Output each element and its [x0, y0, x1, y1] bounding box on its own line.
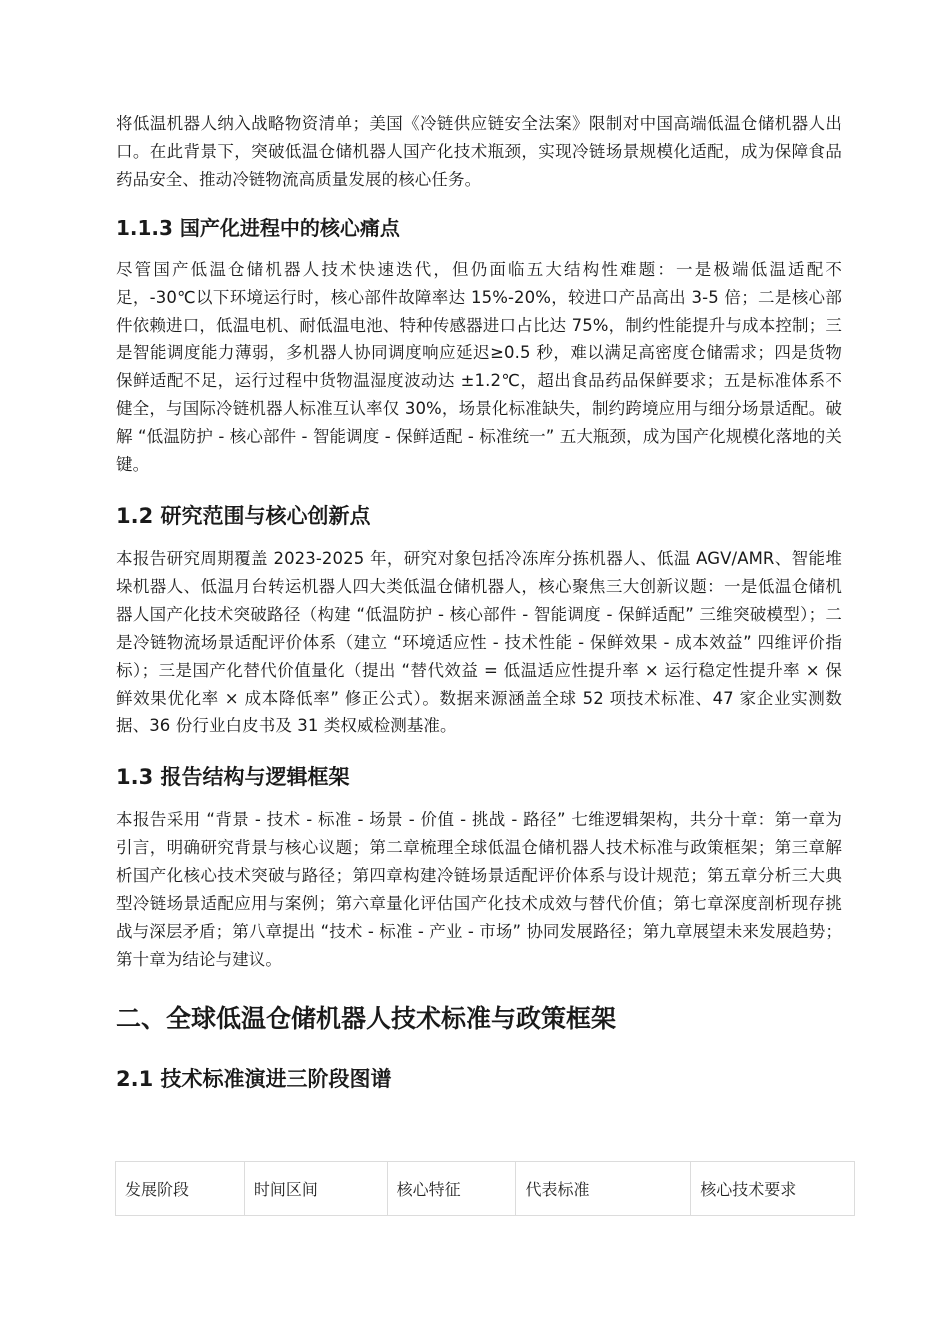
table-header-row: [116, 1162, 855, 1216]
heading-1-1-3: 1.1.3 国产化进程中的核心痛点: [116, 215, 400, 240]
table-header-cell: 核心特征: [387, 1162, 516, 1216]
standards-stage-table: [115, 1161, 855, 1216]
paragraph-1-2: 本报告研究周期覆盖 2023-2025 年，研究对象包括冷冻库分拣机器人、低温 AGV/AMR、智能堆垛机器人、低温月台转运机器人四大类低温仓储机器人，核心聚焦三大创新议题：一是低温仓储机器人国产化技术突破路径（构建 “低温防护 - 核心部件 - 智能调度 - 保鲜适配” 三维突破模型）；二是冷链物流场景适配评价体系（建立 “环境适应性 - 技术性能 - 保鲜效果 - 成本效益” 四维评价指标）；三是国产化替代价值量化（提出 “替代效益 = 低温适应性提升率 × 运行稳定性提升率 × 保鲜效果优化率 × 成本降低率” 修正公式）。数据来源涵盖全球 52 项技术标准、47 家企业实测数据、36 份行业白皮书及 31 类权威检测基准。: [116, 548, 842, 736]
paragraph-1-3: 本报告采用 “背景 - 技术 - 标准 - 场景 - 价值 - 挑战 - 路径” 七维逻辑架构，共分十章：第一章为引言，明确研究背景与核心议题；第二章梳理全球低温仓储机器人技术标准与政策框架；第三章解析国产化核心技术突破与路径；第四章构建冷链场景适配评价体系与设计规范；第五章分析三大典型冷链场景适配应用与案例；第六章量化评估国产化技术成效与替代价值；第七章深度剖析现存挑战与深层矛盾；第八章提出 “技术 - 标准 - 产业 - 市场” 协同发展路径；第九章展望未来发展趋势；第十章为结论与建议。: [116, 810, 842, 969]
heading-1-2: 1.2 研究范围与核心创新点: [116, 503, 371, 528]
table-header-cell: 发展阶段: [116, 1162, 245, 1216]
paragraph-1-1-3: 尽管国产低温仓储机器人技术快速迭代，但仍面临五大结构性难题：一是极端低温适配不足，-30℃以下环境运行时，核心部件故障率达 15%-20%，较进口产品高出 3-5 倍；二是核心部件依赖进口，低温电机、耐低温电池、特种传感器进口占比达 75%，制约性能提升与成本控制；三是智能调度能力薄弱，多机器人协同调度响应延迟≥0.5 秒，难以满足高密度仓储需求；四是货物保鲜适配不足，运行过程中货物温湿度波动达 ±1.2℃，超出食品药品保鲜要求；五是标准体系不健全，与国际冷链机器人标准互认率仅 30%，场景化标准缺失，制约跨境应用与细分场景适配。破解 “低温防护 - 核心部件 - 智能调度 - 保鲜适配 - 标准统一” 五大瓶颈，成为国产化规模化落地的关键。: [116, 259, 842, 475]
heading-2-1: 2.1 技术标准演进三阶段图谱: [116, 1066, 392, 1091]
table-header-cell: 代表标准: [516, 1162, 691, 1216]
intro-paragraph: 将低温机器人纳入战略物资清单；美国《冷链供应链安全法案》限制对中国高端低温仓储机器人出口。在此背景下，突破低温仓储机器人国产化技术瓶颈，实现冷链场景规模化适配，成为保障食品药品安全、推动冷链物流高质量发展的核心任务。: [116, 114, 842, 189]
chapter-2-heading: 二、全球低温仓储机器人技术标准与政策框架: [116, 1003, 617, 1033]
document-page: [116, 110, 842, 1094]
table-header-cell: 时间区间: [244, 1162, 387, 1216]
table-header-cell: 核心技术要求: [691, 1162, 855, 1216]
heading-1-3: 1.3 报告结构与逻辑框架: [116, 765, 350, 790]
